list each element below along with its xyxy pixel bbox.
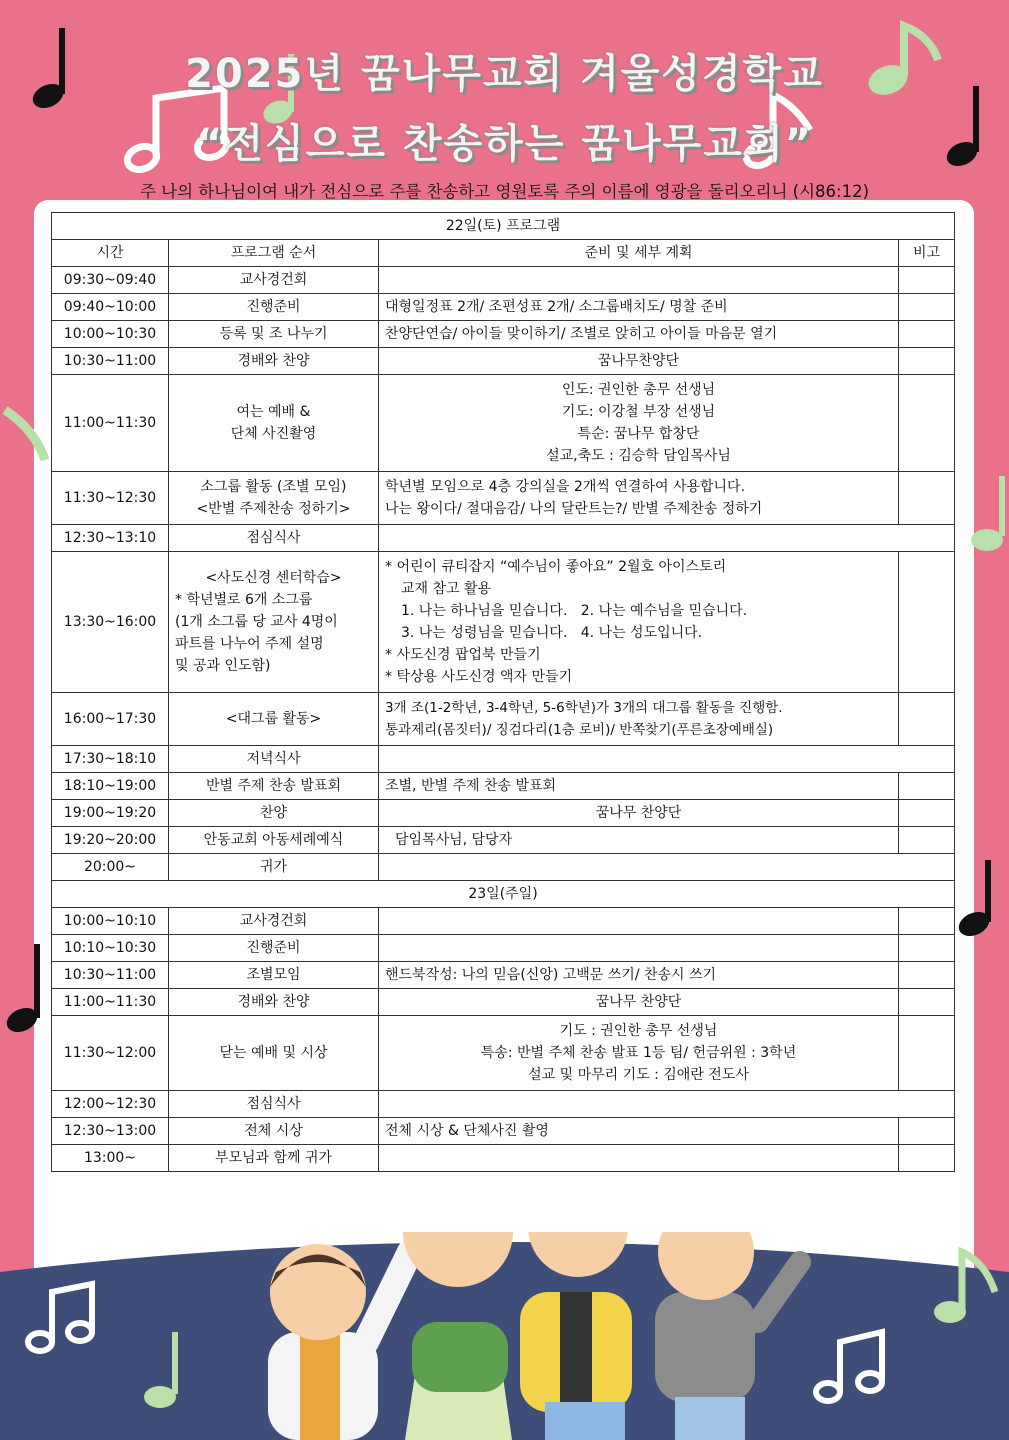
column-header: 시간 (52, 240, 169, 267)
time-cell: 12:30~13:10 (52, 525, 169, 552)
table-row (52, 1145, 955, 1172)
time-cell: 10:00~10:10 (52, 908, 169, 935)
page-title: 2025년 꿈나무교회 겨울성경학교 (185, 51, 824, 97)
time-cell: 11:30~12:30 (52, 472, 169, 525)
column-header: 준비 및 세부 계획 (379, 240, 899, 267)
program-cell: <대그룹 활동> (169, 693, 379, 746)
note-cell (899, 908, 955, 935)
table-row (52, 773, 955, 800)
detail-cell: 찬양단연습/ 아이들 맞이하기/ 조별로 앉히고 아이들 마음문 열기 (379, 321, 899, 348)
day2-heading: 23일(주일) (52, 881, 955, 908)
table-row (52, 321, 955, 348)
detail-cell: 꿈나무 찬양단 (379, 800, 899, 827)
table-row (52, 1091, 955, 1118)
table-row (52, 1016, 955, 1091)
detail-cell (379, 1091, 955, 1118)
music-note-icon (0, 400, 50, 490)
table-row (52, 267, 955, 294)
program-line: 및 공과 인도함) (175, 658, 271, 674)
column-header: 비고 (899, 240, 955, 267)
page-subtitle: “전심으로 찬송하는 꿈나무교회” (196, 121, 813, 167)
detail-cell (379, 908, 899, 935)
program-cell: 경배와 찬양 (169, 989, 379, 1016)
time-cell: 10:30~11:00 (52, 348, 169, 375)
time-cell: 19:00~19:20 (52, 800, 169, 827)
time-cell: 13:30~16:00 (52, 552, 169, 693)
time-cell: 11:30~12:00 (52, 1016, 169, 1091)
program-cell (169, 552, 379, 693)
program-cell: 등록 및 조 나누기 (169, 321, 379, 348)
detail-line: 설교 및 마무리 기도 : 김애란 전도사 (528, 1067, 749, 1083)
program-cell: 반별 주제 찬송 발표회 (169, 773, 379, 800)
detail-cell: 조별, 반별 주제 찬송 발표회 (379, 773, 899, 800)
note-cell (899, 321, 955, 348)
table-row (52, 1118, 955, 1145)
note-cell (899, 294, 955, 321)
table-row (52, 989, 955, 1016)
detail-line: 특순: 꿈나무 합창단 (577, 426, 700, 442)
note-cell (899, 1118, 955, 1145)
table-row (52, 348, 955, 375)
program-line: <사도신경 센터학습> (205, 570, 342, 586)
program-cell: 안동교회 아동세례예식 (169, 827, 379, 854)
detail-line: 통과제리(몸짓터)/ 징검다리(1층 로비)/ 반쪽찾기(푸른초장예배실) (385, 722, 774, 738)
detail-cell (379, 552, 899, 693)
detail-cell (379, 935, 899, 962)
program-line: (1개 소그룹 당 교사 4명이 (175, 614, 338, 630)
program-cell: 교사경건회 (169, 908, 379, 935)
time-cell: 18:10~19:00 (52, 773, 169, 800)
header-row (52, 240, 955, 267)
program-cell: 점심식사 (169, 525, 379, 552)
detail-cell (379, 1145, 899, 1172)
table-row (52, 472, 955, 525)
program-cell: 저녁식사 (169, 746, 379, 773)
detail-line: 특송: 반별 주체 찬송 발표 1등 팀/ 헌금위원 : 3학년 (480, 1045, 797, 1061)
detail-line: 교재 참고 활용 (401, 581, 492, 597)
table-row (52, 935, 955, 962)
program-cell: 점심식사 (169, 1091, 379, 1118)
note-cell (899, 375, 955, 472)
program-line: * 학년별로 6개 소그룹 (175, 592, 313, 608)
note-cell (899, 693, 955, 746)
time-cell: 11:00~11:30 (52, 375, 169, 472)
music-note-icon (965, 470, 1009, 560)
table-row (52, 746, 955, 773)
time-cell: 10:30~11:00 (52, 962, 169, 989)
time-cell: 13:00~ (52, 1145, 169, 1172)
time-cell: 09:30~09:40 (52, 267, 169, 294)
time-cell: 17:30~18:10 (52, 746, 169, 773)
detail-cell (379, 267, 899, 294)
detail-line: * 어린이 큐티잡지 “예수님이 좋아요” 2월호 아이스토리 (385, 559, 727, 575)
table-row (52, 908, 955, 935)
music-note-icon (0, 940, 55, 1040)
detail-line: 3개 조(1-2학년, 3-4학년, 5-6학년)가 3개의 대그룹 활동을 진행함. (385, 700, 783, 716)
note-cell (899, 1145, 955, 1172)
note-cell (899, 935, 955, 962)
detail-cell: 꿈나무 찬양단 (379, 989, 899, 1016)
music-note-icon (950, 860, 1009, 950)
day1-heading: 22일(토) 프로그램 (52, 213, 955, 240)
note-cell (899, 962, 955, 989)
note-cell (899, 773, 955, 800)
program-line: 소그룹 활동 (조별 모임) (200, 479, 347, 495)
program-cell (169, 472, 379, 525)
program-cell: 경배와 찬양 (169, 348, 379, 375)
column-header: 프로그램 순서 (169, 240, 379, 267)
program-line: 단체 사진촬영 (230, 426, 317, 442)
program-line: <반별 주제찬송 정하기> (196, 501, 351, 517)
detail-cell: 대형일정표 2개/ 조편성표 2개/ 소그룹배치도/ 명찰 준비 (379, 294, 899, 321)
program-cell: 조별모임 (169, 962, 379, 989)
detail-cell (379, 693, 899, 746)
schedule-table (51, 212, 955, 1172)
time-cell: 20:00~ (52, 854, 169, 881)
detail-line: 나는 왕이다/ 절대음감/ 나의 달란트는?/ 반별 주제찬송 정하기 (385, 501, 763, 517)
detail-cell: 핸드북작성: 나의 믿음(신앙) 고백문 쓰기/ 찬송시 쓰기 (379, 962, 899, 989)
note-cell (899, 267, 955, 294)
time-cell: 19:20~20:00 (52, 827, 169, 854)
program-cell: 찬양 (169, 800, 379, 827)
detail-line: 인도: 권인한 총무 선생님 (561, 382, 716, 398)
detail-line: * 탁상용 사도신경 액자 만들기 (385, 669, 573, 685)
detail-line: 기도: 이강철 부장 선생님 (561, 404, 716, 420)
program-cell (169, 375, 379, 472)
table-row (52, 827, 955, 854)
time-cell: 10:00~10:30 (52, 321, 169, 348)
day-heading-row (52, 213, 955, 240)
program-line: 여는 예배 & (236, 404, 311, 420)
detail-line: 기도 : 권인한 총무 선생님 (559, 1023, 718, 1039)
time-cell: 10:10~10:30 (52, 935, 169, 962)
detail-cell (379, 1016, 899, 1091)
detail-line: 1. 나는 하나님을 믿습니다. 2. 나는 예수님을 믿습니다. (401, 603, 748, 619)
time-cell: 12:00~12:30 (52, 1091, 169, 1118)
program-cell: 전체 시상 (169, 1118, 379, 1145)
program-cell: 부모님과 함께 귀가 (169, 1145, 379, 1172)
detail-cell (379, 746, 955, 773)
detail-cell (379, 525, 955, 552)
program-cell: 닫는 예배 및 시상 (169, 1016, 379, 1091)
table-row (52, 854, 955, 881)
detail-line: 3. 나는 성령님을 믿습니다. 4. 나는 성도입니다. (401, 625, 703, 641)
time-cell: 09:40~10:00 (52, 294, 169, 321)
program-cell: 진행준비 (169, 935, 379, 962)
note-cell (899, 472, 955, 525)
detail-cell: 꿈나무찬양단 (379, 348, 899, 375)
time-cell: 11:00~11:30 (52, 989, 169, 1016)
detail-cell (379, 472, 899, 525)
program-cell: 귀가 (169, 854, 379, 881)
program-cell: 진행준비 (169, 294, 379, 321)
table-row (52, 800, 955, 827)
table-row (52, 552, 955, 693)
detail-cell (379, 375, 899, 472)
note-cell (899, 989, 955, 1016)
time-cell: 16:00~17:30 (52, 693, 169, 746)
bible-verse: 주 나의 하나님이여 내가 전심으로 주를 찬송하고 영원토록 주의 이름에 영광을 돌리오리니 (시86:12) (139, 182, 870, 201)
table-row (52, 962, 955, 989)
program-cell: 교사경건회 (169, 267, 379, 294)
child-figure (403, 1232, 513, 1440)
program-line: 파트를 나누어 주제 설명 (175, 636, 324, 652)
table-row (52, 693, 955, 746)
note-cell (899, 1016, 955, 1091)
table-row (52, 294, 955, 321)
note-cell (899, 348, 955, 375)
note-cell (899, 552, 955, 693)
day-heading-row (52, 881, 955, 908)
children-illustration (0, 1232, 1009, 1440)
table-row (52, 375, 955, 472)
detail-line: 학년별 모임으로 4층 강의실을 2개씩 연결하여 사용합니다. (385, 479, 746, 495)
detail-line: * 사도신경 팝업북 만들기 (385, 647, 541, 663)
detail-cell (379, 854, 955, 881)
time-cell: 12:30~13:00 (52, 1118, 169, 1145)
detail-cell: 담임목사님, 담당자 (379, 827, 899, 854)
detail-line: 설교,축도 : 김승학 담임목사님 (546, 448, 731, 464)
note-cell (899, 827, 955, 854)
note-cell (899, 800, 955, 827)
detail-cell: 전체 시상 & 단체사진 촬영 (379, 1118, 899, 1145)
table-row (52, 525, 955, 552)
